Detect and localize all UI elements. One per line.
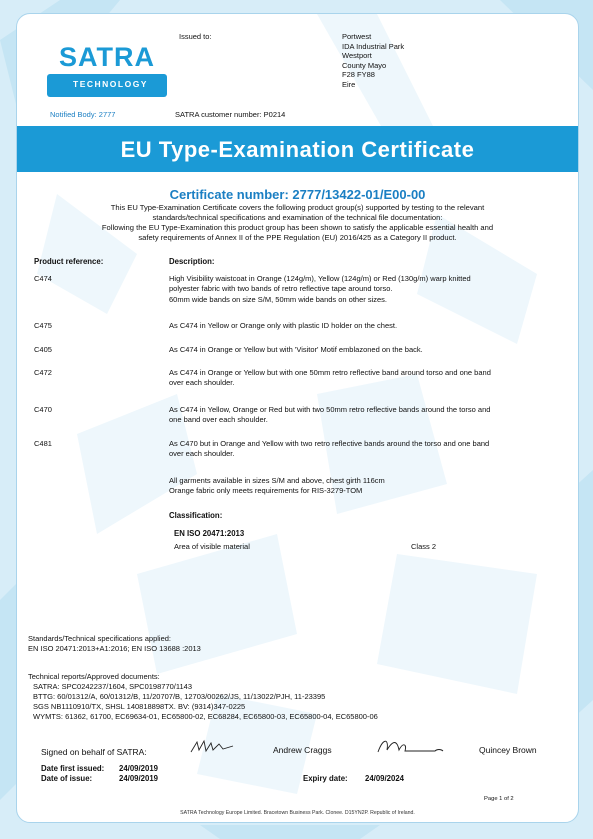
address-line: Eire bbox=[342, 79, 356, 89]
report-line: BTTG: 60/01312/A, 60/01312/B, 11/20707/B, 12703/00262/JS, 11/13022/PJH, 11-23395 bbox=[33, 692, 326, 701]
intro-line: This EU Type-Examination Certificate covers the following product group(s) supported by testing to the relevant bbox=[110, 203, 485, 212]
description-line: High Visibility waistcoat in Orange (124g/m), Yellow (124g/m) or Red (130g/m) warp knitted bbox=[169, 274, 471, 283]
description-line: 60mm wide bands on size S/M, 50mm wide bands on other sizes. bbox=[169, 294, 388, 304]
expiry-date-label: Expiry date: bbox=[303, 774, 348, 783]
product-ref: C475 bbox=[34, 321, 52, 330]
title-banner bbox=[17, 126, 578, 172]
description-line: polyester fabric with two bands of retro reflective tape around torso. bbox=[169, 284, 393, 294]
classification-item: Area of visible material bbox=[174, 542, 250, 551]
reports-label: Technical reports/Approved documents: bbox=[28, 672, 160, 681]
standards-value: EN ISO 20471:2013+A1:2016; EN ISO 13688 :2013 bbox=[28, 644, 201, 653]
reports-section bbox=[28, 672, 378, 722]
signatory-1-name: Andrew Craggs bbox=[273, 745, 332, 755]
notes bbox=[169, 476, 539, 497]
logo-subtitle: TECHNOLOGY bbox=[73, 79, 148, 89]
address-line: County Mayo bbox=[342, 60, 387, 70]
notified-body: Notified Body: 2777 bbox=[50, 110, 116, 119]
description-line: As C474 in Yellow, Orange or Red but with two 50mm retro reflective bands around the torso and bbox=[169, 405, 491, 414]
first-issued-label: Date first issued: bbox=[41, 764, 105, 773]
product-description bbox=[169, 345, 539, 355]
certificate-page bbox=[16, 13, 579, 823]
description-line: one band over each shoulder. bbox=[169, 415, 268, 425]
classification-standard: EN ISO 20471:2013 bbox=[174, 529, 245, 538]
product-ref-header: Product reference: bbox=[34, 257, 104, 266]
note-line: Orange fabric only meets requirements for RIS-3279-TOM bbox=[169, 486, 363, 496]
product-description bbox=[169, 274, 539, 305]
product-ref: C470 bbox=[34, 405, 52, 414]
standards-label: Standards/Technical specifications applied: bbox=[28, 634, 172, 643]
page-number: Page 1 of 2 bbox=[484, 796, 514, 802]
intro-line: Following the EU Type-Examination this product group has been shown to satisfy the applicable essential health and bbox=[101, 223, 494, 232]
description-line: As C470 but in Orange and Yellow with two retro reflective bands around the torso and one band bbox=[169, 439, 490, 448]
customer-number: SATRA customer number: P0214 bbox=[175, 110, 286, 119]
description-line: As C474 in Orange or Yellow but with 'Visitor' Motif emblazoned on the back. bbox=[169, 345, 423, 354]
intro-line: standards/technical specifications and examination of the technical file documentation: bbox=[152, 213, 443, 222]
address-line: F28 FY88 bbox=[342, 70, 375, 80]
classification-label: Classification: bbox=[169, 511, 223, 520]
footer-address: SATRA Technology Europe Limited. Bracetown Business Park. Clonee. D15YN2P. Republic of Ireland. bbox=[180, 810, 415, 816]
product-ref: C405 bbox=[34, 345, 52, 354]
reports-list bbox=[28, 682, 378, 722]
signed-on-behalf-label: Signed on behalf of SATRA: bbox=[41, 747, 147, 757]
signatory-2-name: Quincey Brown bbox=[479, 745, 537, 755]
issue-date: 24/09/2019 bbox=[119, 774, 159, 783]
report-line: SATRA: SPC0242237/1604, SPC0198770/1143 bbox=[33, 682, 193, 691]
product-description bbox=[169, 439, 539, 460]
description-line: As C474 in Orange or Yellow but with one 50mm retro reflective band around torso and one band bbox=[169, 368, 491, 377]
address-line: Westport bbox=[342, 51, 372, 61]
standards-section bbox=[28, 634, 201, 654]
report-line: WYMTS: 61362, 61700, EC69634-01, EC65800-02, EC68284, EC65800-03, EC65800-04, EC65800-06 bbox=[33, 712, 378, 721]
description-line: over each shoulder. bbox=[169, 378, 235, 388]
expiry-date: 24/09/2024 bbox=[365, 774, 405, 783]
product-ref: C472 bbox=[34, 368, 52, 377]
issue-date-label: Date of issue: bbox=[41, 774, 93, 783]
signature-2-icon bbox=[375, 736, 445, 756]
product-description bbox=[169, 368, 539, 389]
issued-to-label: Issued to: bbox=[179, 32, 212, 41]
product-description bbox=[169, 405, 539, 426]
address-line: IDA Industrial Park bbox=[342, 41, 405, 51]
intro-line: safety requirements of Annex II of the PPE Regulation (EU) 2016/425 as a Category II product. bbox=[138, 233, 457, 242]
address-line: Portwest bbox=[342, 32, 372, 41]
product-ref: C481 bbox=[34, 439, 52, 448]
note-line: All garments available in sizes S/M and above, chest girth 116cm bbox=[169, 476, 385, 485]
description-line: over each shoulder. bbox=[169, 449, 235, 459]
first-issued-date: 24/09/2019 bbox=[119, 764, 159, 773]
certificate-number: Certificate number: 2777/13422-01/E00-00 bbox=[169, 187, 426, 202]
description-line: As C474 in Yellow or Orange only with plastic ID holder on the chest. bbox=[169, 321, 398, 330]
certificate-title: EU Type-Examination Certificate bbox=[120, 137, 475, 162]
description-header: Description: bbox=[169, 257, 215, 266]
product-ref: C474 bbox=[34, 274, 52, 283]
intro-paragraph bbox=[47, 203, 548, 243]
product-description bbox=[169, 321, 539, 331]
report-line: SGS NB1110910/TX, SHSL 140818898TX. BV: (9314)347-0225 bbox=[33, 702, 246, 711]
logo-wordmark: SATRA bbox=[59, 42, 155, 72]
classification-class: Class 2 bbox=[411, 542, 437, 551]
satra-logo bbox=[47, 42, 167, 99]
signature-1-icon bbox=[189, 738, 235, 756]
issued-to-address bbox=[342, 32, 404, 90]
